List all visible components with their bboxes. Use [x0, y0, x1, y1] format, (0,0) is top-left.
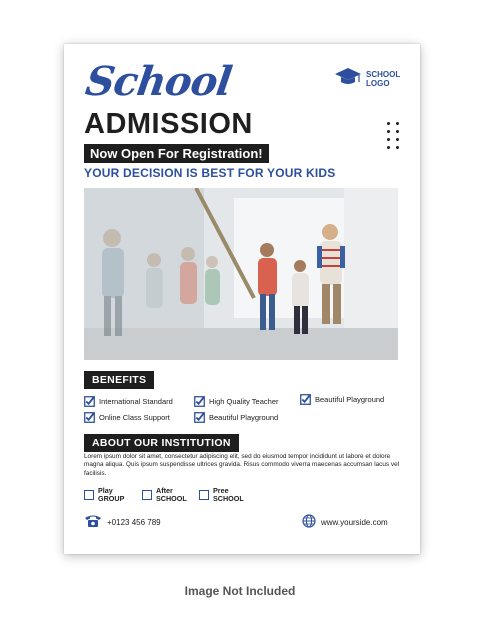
globe-icon — [302, 514, 316, 530]
checkbox-checked-icon — [300, 394, 311, 405]
option-line1: After — [156, 486, 173, 495]
tagline: YOUR DECISION IS BEST FOR YOUR KIDS — [84, 166, 336, 180]
option-after-school — [142, 487, 187, 503]
decorative-dots — [387, 122, 400, 149]
registration-banner: Now Open For Registration! — [84, 144, 269, 163]
graduation-cap-icon — [334, 66, 362, 91]
hero-photo — [84, 188, 398, 360]
option-line2: SCHOOL — [213, 494, 244, 503]
benefit-item — [194, 412, 278, 423]
image-not-included-note: Image Not Included — [184, 584, 296, 598]
about-text: Lorem ipsum dolor sit amet, consectetur adipiscing elit, sed do eiusmod tempor incididunt ut labore et dolore magna aliqua. Quis ipsum suspendisse ultrices gravida. Risus commodo viverra maecenas accumsan lacus vel facilisis. — [84, 453, 400, 477]
option-line2: SCHOOL — [156, 494, 187, 503]
flyer — [64, 44, 420, 554]
phone-contact — [84, 514, 161, 530]
benefit-label: Online Class Support — [99, 413, 170, 422]
checkbox-empty-icon — [84, 490, 94, 500]
benefit-item — [300, 394, 384, 405]
option-line1: Play — [98, 486, 113, 495]
school-logo — [334, 66, 400, 91]
option-line1: Pree — [213, 486, 229, 495]
benefit-label: Beautiful Playground — [209, 413, 279, 422]
website-contact — [302, 514, 388, 530]
website-url: www.yourside.com — [321, 517, 388, 527]
benefit-label: Beautiful Playground — [315, 395, 385, 404]
option-play-group — [84, 487, 124, 503]
checkbox-empty-icon — [199, 490, 209, 500]
benefits-label: BENEFITS — [84, 371, 154, 389]
benefit-item — [84, 396, 173, 407]
benefit-label: High Quality Teacher — [209, 397, 279, 406]
checkbox-checked-icon — [194, 412, 205, 423]
logo-line1: SCHOOL — [366, 69, 401, 79]
benefit-label: International Standard — [99, 397, 173, 406]
title-main: ADMISSION — [84, 108, 253, 140]
checkbox-checked-icon — [194, 396, 205, 407]
option-pree-school — [199, 487, 244, 503]
logo-line2: LOGO — [366, 78, 390, 88]
benefit-item — [194, 396, 278, 407]
checkbox-checked-icon — [84, 396, 95, 407]
phone-number: +0123 456 789 — [107, 517, 161, 527]
option-line2: GROUP — [98, 494, 125, 503]
benefit-item — [84, 412, 170, 423]
about-label: ABOUT OUR INSTITUTION — [84, 434, 239, 452]
phone-icon — [84, 514, 102, 530]
checkbox-empty-icon — [142, 490, 152, 500]
checkbox-checked-icon — [84, 412, 95, 423]
title-script: School — [82, 58, 235, 105]
